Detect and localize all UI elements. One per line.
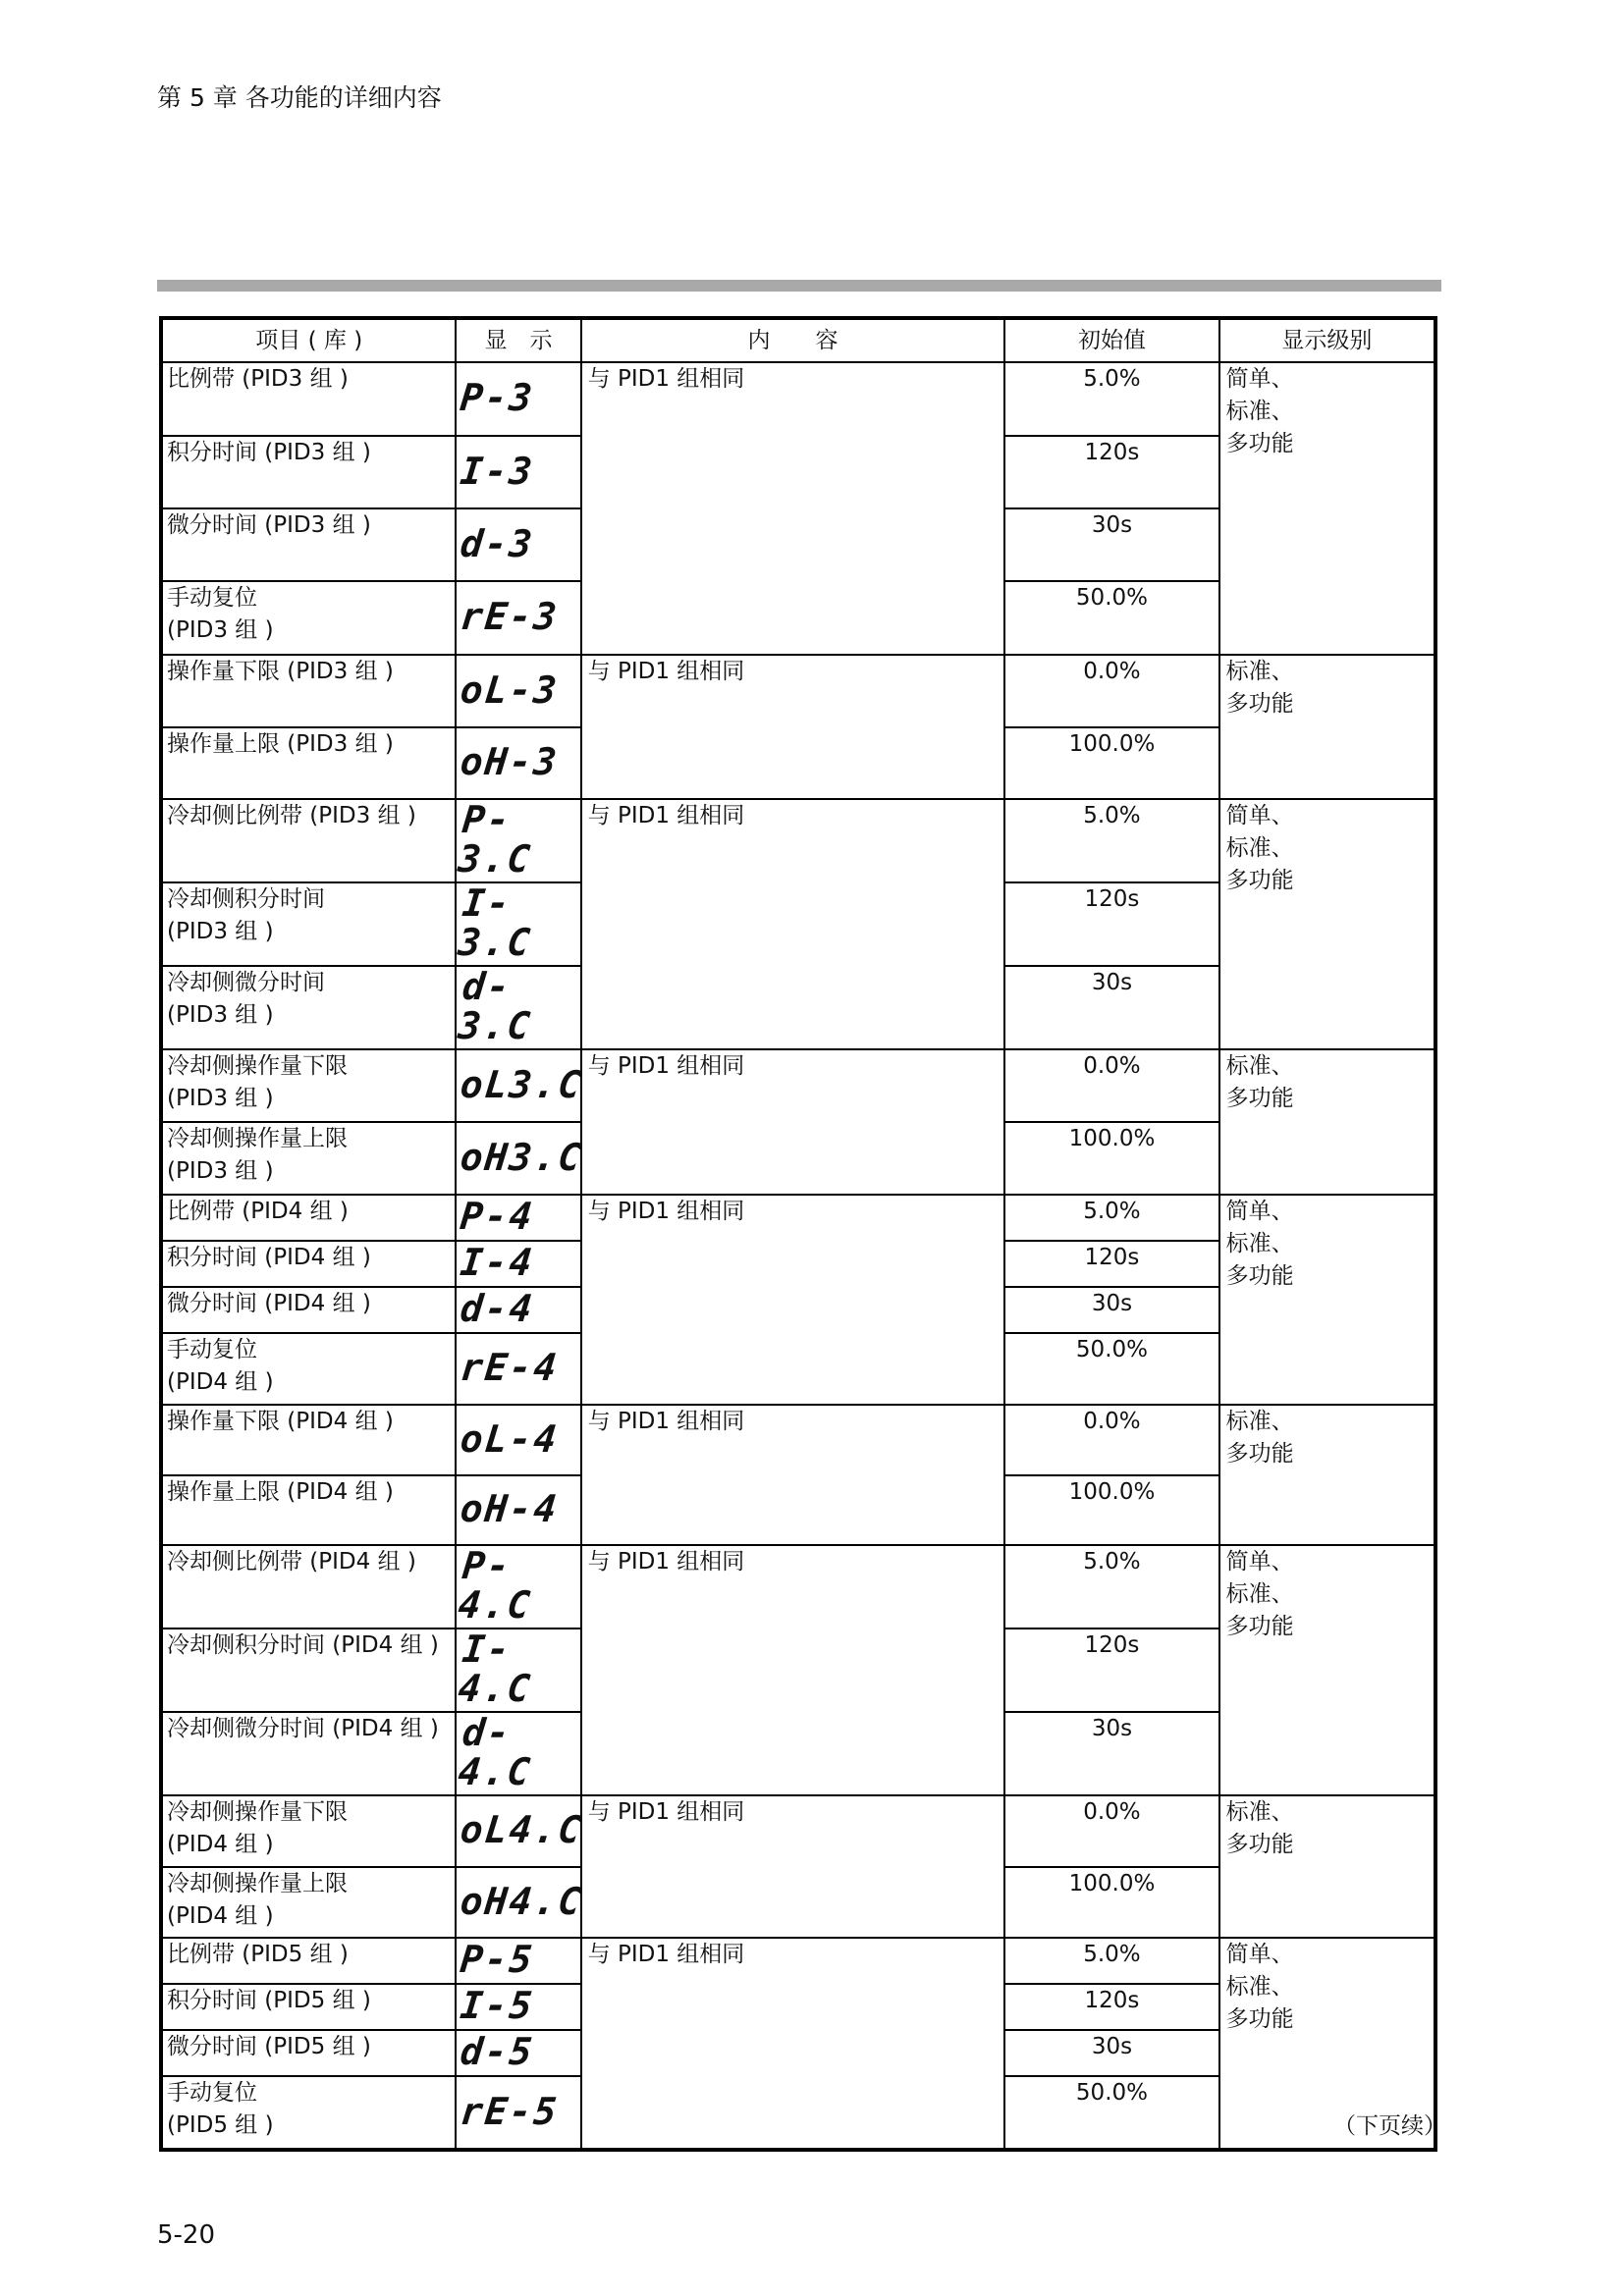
display-level-cell: 简单、 标准、 多功能: [1219, 799, 1435, 1049]
initial-value-cell: 5.0%: [1004, 362, 1218, 436]
segment-display-code: oL-3: [459, 667, 562, 712]
initial-value-cell: 50.0%: [1004, 581, 1218, 655]
chapter-header: 第 5 章 各功能的详细内容: [157, 83, 442, 112]
display-level-cell: 标准、 多功能: [1219, 655, 1435, 799]
content-cell: 与 PID1 组相同: [581, 1405, 1005, 1545]
content-cell: 与 PID1 组相同: [581, 655, 1005, 799]
initial-value-cell: 100.0%: [1004, 1475, 1218, 1545]
item-cell: 手动复位 (PID4 组 ): [161, 1333, 456, 1405]
content-cell: 与 PID1 组相同: [581, 362, 1005, 655]
display-cell: [456, 1241, 580, 1287]
table-row: [161, 655, 1435, 727]
item-cell: 操作量上限 (PID4 组 ): [161, 1475, 456, 1545]
initial-value-cell: 120s: [1004, 1629, 1218, 1712]
item-cell: 手动复位 (PID3 组 ): [161, 581, 456, 655]
segment-display-code: oH3.C: [459, 1135, 586, 1179]
segment-display-code: P-4: [459, 1195, 537, 1238]
display-cell: [456, 1405, 580, 1475]
item-cell: 冷却侧积分时间 (PID3 组 ): [161, 882, 456, 966]
content-cell: 与 PID1 组相同: [581, 799, 1005, 1049]
initial-value-cell: 5.0%: [1004, 1195, 1218, 1241]
segment-display-code: I-4.C: [457, 1628, 535, 1710]
table-row: [161, 1795, 1435, 1867]
segment-display-code: rE-4: [459, 1346, 562, 1389]
header-display-level: 显示级别: [1219, 318, 1435, 362]
display-cell: [456, 1984, 580, 2030]
item-cell: 冷却侧操作量下限 (PID4 组 ): [161, 1795, 456, 1867]
segment-display-code: I-3.C: [457, 881, 535, 964]
initial-value-cell: 5.0%: [1004, 1545, 1218, 1629]
display-cell: [456, 508, 580, 581]
content-cell: 与 PID1 组相同: [581, 1545, 1005, 1795]
initial-value-cell: 120s: [1004, 1241, 1218, 1287]
display-cell: [456, 362, 580, 436]
segment-display-code: I-5: [459, 1984, 537, 2027]
initial-value-cell: 30s: [1004, 1712, 1218, 1795]
display-cell: [456, 2076, 580, 2150]
segment-display-code: oL3.C: [459, 1062, 586, 1106]
parameter-table: [159, 316, 1437, 2152]
item-cell: 积分时间 (PID3 组 ): [161, 436, 456, 508]
item-cell: 比例带 (PID3 组 ): [161, 362, 456, 436]
initial-value-cell: 120s: [1004, 882, 1218, 966]
display-level-cell: 简单、 标准、 多功能: [1219, 362, 1435, 655]
segment-display-code: d-3: [459, 521, 537, 565]
display-cell: [456, 1049, 586, 1122]
display-cell: [456, 882, 580, 966]
initial-value-cell: 30s: [1004, 1287, 1218, 1333]
display-cell: [456, 799, 580, 882]
header-display: 显 示: [456, 318, 580, 362]
initial-value-cell: 100.0%: [1004, 727, 1218, 799]
display-cell: [456, 1195, 580, 1241]
header-content: 内 容: [581, 318, 1005, 362]
segment-display-code: oL-4: [459, 1416, 562, 1461]
display-cell: [456, 1712, 580, 1795]
table-header-row: [161, 318, 1435, 362]
content-cell: 与 PID1 组相同: [581, 1049, 1005, 1195]
segment-display-code: oH-3: [459, 740, 562, 783]
table-row: [161, 1545, 1435, 1629]
initial-value-cell: 100.0%: [1004, 1122, 1218, 1195]
table-row: [161, 362, 1435, 436]
segment-display-code: P-3: [459, 376, 537, 419]
segment-display-code: P-3.C: [457, 798, 535, 881]
segment-display-code: d-4: [459, 1287, 537, 1330]
initial-value-cell: 120s: [1004, 1984, 1218, 2030]
display-level-cell: 标准、 多功能: [1219, 1405, 1435, 1545]
display-level-cell: 简单、 标准、 多功能: [1219, 1545, 1435, 1795]
display-cell: [456, 1545, 580, 1629]
table-row: [161, 1195, 1435, 1241]
content-cell: 与 PID1 组相同: [581, 1195, 1005, 1405]
segment-display-code: d-4.C: [457, 1711, 535, 1793]
initial-value-cell: 0.0%: [1004, 655, 1218, 727]
table-row: [161, 1938, 1435, 1984]
segment-display-code: oH4.C: [459, 1879, 586, 1923]
item-cell: 积分时间 (PID5 组 ): [161, 1984, 456, 2030]
display-cell: [456, 1475, 580, 1545]
header-item: 项目 ( 库 ): [161, 318, 456, 362]
item-cell: 操作量上限 (PID3 组 ): [161, 727, 456, 799]
header-rule: [157, 280, 1441, 292]
table-row: [161, 799, 1435, 882]
content-cell: 与 PID1 组相同: [581, 1795, 1005, 1938]
display-cell: [456, 1795, 586, 1867]
segment-display-code: I-3: [459, 449, 537, 493]
display-cell: [456, 1867, 586, 1938]
segment-display-code: I-4: [459, 1241, 537, 1284]
item-cell: 微分时间 (PID3 组 ): [161, 508, 456, 581]
initial-value-cell: 30s: [1004, 508, 1218, 581]
item-cell: 操作量下限 (PID4 组 ): [161, 1405, 456, 1475]
display-cell: [456, 436, 580, 508]
segment-display-code: oL4.C: [459, 1808, 586, 1851]
table-row: [161, 1405, 1435, 1475]
item-cell: 冷却侧操作量下限 (PID3 组 ): [161, 1049, 456, 1122]
continued-note: （下页续）: [1333, 2113, 1446, 2139]
item-cell: 冷却侧微分时间 (PID4 组 ): [161, 1712, 456, 1795]
display-cell: [456, 1122, 586, 1195]
initial-value-cell: 30s: [1004, 2030, 1218, 2076]
display-cell: [456, 966, 580, 1049]
display-cell: [456, 1938, 580, 1984]
content-cell: 与 PID1 组相同: [581, 1938, 1005, 2150]
segment-display-code: rE-5: [459, 2089, 562, 2133]
initial-value-cell: 5.0%: [1004, 799, 1218, 882]
item-cell: 冷却侧微分时间 (PID3 组 ): [161, 966, 456, 1049]
display-cell: [456, 1287, 580, 1333]
page-number: 5-20: [157, 2220, 216, 2250]
segment-display-code: P-5: [459, 1938, 537, 1981]
item-cell: 积分时间 (PID4 组 ): [161, 1241, 456, 1287]
table-body: [161, 362, 1435, 2150]
segment-display-code: d-3.C: [457, 965, 535, 1047]
item-cell: 比例带 (PID5 组 ): [161, 1938, 456, 1984]
segment-display-code: d-5: [459, 2030, 537, 2073]
item-cell: 冷却侧比例带 (PID3 组 ): [161, 799, 456, 882]
display-level-cell: 简单、 标准、 多功能: [1219, 1195, 1435, 1405]
initial-value-cell: 5.0%: [1004, 1938, 1218, 1984]
initial-value-cell: 0.0%: [1004, 1795, 1218, 1867]
segment-display-code: P-4.C: [457, 1544, 535, 1627]
segment-display-code: oH-4: [459, 1487, 562, 1530]
initial-value-cell: 50.0%: [1004, 2076, 1218, 2150]
item-cell: 微分时间 (PID5 组 ): [161, 2030, 456, 2076]
item-cell: 冷却侧比例带 (PID4 组 ): [161, 1545, 456, 1629]
initial-value-cell: 120s: [1004, 436, 1218, 508]
display-cell: [456, 2030, 580, 2076]
item-cell: 操作量下限 (PID3 组 ): [161, 655, 456, 727]
item-cell: 冷却侧积分时间 (PID4 组 ): [161, 1629, 456, 1712]
table-row: [161, 1049, 1435, 1122]
segment-display-code: rE-3: [459, 595, 562, 638]
initial-value-cell: 0.0%: [1004, 1049, 1218, 1122]
initial-value-cell: 0.0%: [1004, 1405, 1218, 1475]
display-level-cell: 简单、 标准、 多功能: [1219, 1938, 1435, 2150]
item-cell: 冷却侧操作量上限 (PID3 组 ): [161, 1122, 456, 1195]
item-cell: 手动复位 (PID5 组 ): [161, 2076, 456, 2150]
initial-value-cell: 100.0%: [1004, 1867, 1218, 1938]
display-level-cell: 标准、 多功能: [1219, 1049, 1435, 1195]
display-cell: [456, 1333, 580, 1405]
header-initial-value: 初始值: [1004, 318, 1218, 362]
display-cell: [456, 655, 580, 727]
initial-value-cell: 30s: [1004, 966, 1218, 1049]
display-cell: [456, 727, 580, 799]
item-cell: 微分时间 (PID4 组 ): [161, 1287, 456, 1333]
initial-value-cell: 50.0%: [1004, 1333, 1218, 1405]
item-cell: 冷却侧操作量上限 (PID4 组 ): [161, 1867, 456, 1938]
display-level-cell: 标准、 多功能: [1219, 1795, 1435, 1938]
display-cell: [456, 581, 580, 655]
display-cell: [456, 1629, 580, 1712]
item-cell: 比例带 (PID4 组 ): [161, 1195, 456, 1241]
